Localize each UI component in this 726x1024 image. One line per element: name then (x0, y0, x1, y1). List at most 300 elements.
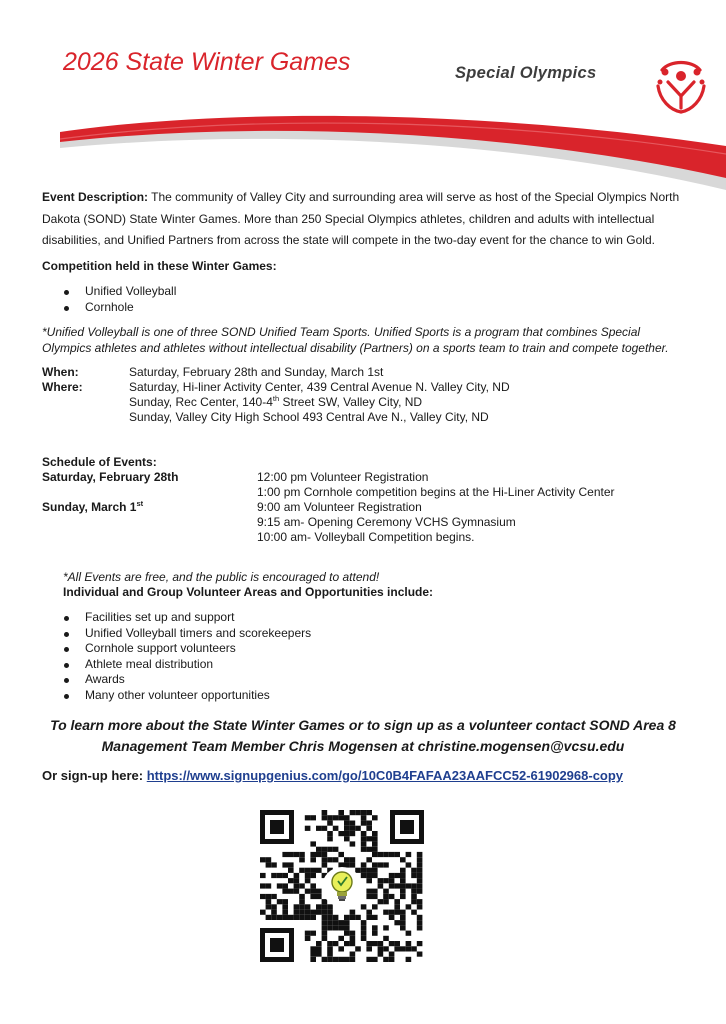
qr-module (344, 826, 350, 831)
qr-module (389, 910, 395, 915)
qr-module (350, 862, 356, 867)
qr-module (266, 899, 272, 904)
qr-module (316, 889, 322, 894)
qr-module (322, 920, 328, 925)
qr-module (372, 931, 378, 936)
schedule-event: 1:00 pm Cornhole competition begins at the Hi-Liner Activity Center (257, 485, 615, 499)
qr-module (350, 936, 356, 941)
qr-module (417, 899, 423, 904)
qr-module (372, 852, 378, 857)
qr-module (338, 852, 344, 857)
qr-module (400, 889, 406, 894)
list-item: Unified Volleyball (62, 284, 176, 300)
qr-module (350, 910, 356, 915)
qr-module (310, 883, 316, 888)
qr-module (327, 915, 333, 920)
qr-module (383, 946, 389, 951)
qr-module (299, 852, 305, 857)
qr-module (417, 915, 423, 920)
qr-module (316, 852, 322, 857)
qr-module (355, 946, 361, 951)
qr-module (305, 915, 311, 920)
qr-module (294, 852, 300, 857)
qr-module (372, 889, 378, 894)
qr-module (389, 915, 395, 920)
qr-module (389, 873, 395, 878)
where-line-1: Saturday, Hi-liner Activity Center, 439 Central Avenue N. Valley City, ND (129, 380, 510, 394)
qr-module (271, 862, 277, 867)
qr-module (316, 894, 322, 899)
contact-line-2: Management Team Member Chris Mogensen at christine.mogensen@vcsu.edu (101, 738, 625, 754)
qr-module (383, 852, 389, 857)
contact-line-1: To learn more about the State Winter Games or to sign up as a volunteer contact SOND Area 8 (50, 717, 676, 733)
qr-module (372, 847, 378, 852)
qr-module (411, 868, 417, 873)
qr-module (361, 815, 367, 820)
qr-module (344, 925, 350, 930)
qr-module (327, 904, 333, 909)
where-line-3: Sunday, Valley City High School 493 Central Ave N., Valley City, ND (129, 410, 489, 424)
qr-module (310, 910, 316, 915)
qr-module (350, 821, 356, 826)
qr-module (417, 920, 423, 925)
qr-module (406, 862, 412, 867)
qr-module (406, 904, 412, 909)
qr-module (361, 831, 367, 836)
qr-module (322, 826, 328, 831)
qr-module (394, 946, 400, 951)
qr-module (411, 899, 417, 904)
schedule-event: 9:00 am Volunteer Registration (257, 500, 422, 514)
qr-module (366, 910, 372, 915)
qr-module (327, 946, 333, 951)
when-value: Saturday, February 28th and Sunday, March 1st (129, 365, 384, 379)
qr-module (372, 957, 378, 962)
qr-module (411, 894, 417, 899)
qr-module (366, 873, 372, 878)
qr-module (344, 862, 350, 867)
where-line-2: Sunday, Rec Center, 140-4th Street SW, Valley City, ND (129, 394, 423, 409)
qr-module (406, 957, 412, 962)
page-title: 2026 State Winter Games (63, 48, 351, 76)
unified-sports-note: *Unified Volleyball is one of three SOND Unified Team Sports. Unified Sports is a program that combines Special Olympics athletes and athletes without intellectual disability (Partners) on a sports team to train and compete together. (42, 325, 669, 355)
qr-module (394, 852, 400, 857)
qr-finder-bottom-left (260, 928, 294, 962)
competition-heading: Competition held in these Winter Games: (42, 259, 277, 273)
qr-module (417, 952, 423, 957)
qr-module (400, 868, 406, 873)
qr-module (260, 857, 266, 862)
qr-module (400, 878, 406, 883)
qr-module (310, 889, 316, 894)
qr-module (282, 910, 288, 915)
qr-module (277, 899, 283, 904)
qr-module (383, 862, 389, 867)
qr-module (366, 946, 372, 951)
contact-callout (30, 715, 696, 757)
qr-module (338, 862, 344, 867)
qr-module (338, 815, 344, 820)
qr-module (305, 868, 311, 873)
qr-module (310, 946, 316, 951)
qr-module (277, 873, 283, 878)
qr-module (366, 894, 372, 899)
qr-module (322, 931, 328, 936)
schedule-event: 12:00 pm Volunteer Registration (257, 470, 429, 484)
qr-module (282, 862, 288, 867)
qr-module (310, 815, 316, 820)
qr-module (394, 910, 400, 915)
qr-module (338, 936, 344, 941)
qr-module (282, 915, 288, 920)
qr-module (294, 915, 300, 920)
qr-module (366, 826, 372, 831)
qr-module (277, 915, 283, 920)
qr-finder-top-right (390, 810, 424, 844)
qr-module (338, 957, 344, 962)
qr-module (361, 931, 367, 936)
qr-module (333, 957, 339, 962)
qr-module (344, 920, 350, 925)
qr-module (327, 920, 333, 925)
qr-module (378, 952, 384, 957)
qr-module (316, 946, 322, 951)
qr-module (322, 810, 328, 815)
qr-module (266, 883, 272, 888)
qr-module (417, 941, 423, 946)
qr-module (372, 941, 378, 946)
qr-module (282, 889, 288, 894)
qr-module (361, 873, 367, 878)
qr-module (394, 873, 400, 878)
lightbulb-icon (322, 867, 362, 907)
qr-module (271, 904, 277, 909)
qr-module (310, 952, 316, 957)
qr-module (400, 946, 406, 951)
qr-module (338, 831, 344, 836)
qr-module (288, 915, 294, 920)
qr-module (327, 941, 333, 946)
qr-module (372, 815, 378, 820)
qr-module (322, 915, 328, 920)
qr-module (294, 910, 300, 915)
qr-module (400, 894, 406, 899)
qr-module (361, 836, 367, 841)
qr-module (327, 836, 333, 841)
qr-module (266, 915, 272, 920)
qr-module (389, 894, 395, 899)
qr-module (417, 878, 423, 883)
qr-module (350, 826, 356, 831)
qr-module (372, 868, 378, 873)
qr-module (366, 857, 372, 862)
qr-module (361, 904, 367, 909)
qr-module (417, 889, 423, 894)
qr-module (282, 873, 288, 878)
qr-module (282, 883, 288, 888)
qr-module (288, 868, 294, 873)
qr-module (310, 868, 316, 873)
signup-link[interactable]: https://www.signupgenius.com/go/10C0B4FAFAA23AAFCC52-61902968-copy (146, 768, 624, 783)
qr-module (327, 847, 333, 852)
signup-row (42, 768, 623, 783)
qr-module (406, 883, 412, 888)
qr-module (361, 868, 367, 873)
qr-module (344, 915, 350, 920)
qr-module (378, 852, 384, 857)
qr-module (361, 920, 367, 925)
qr-module (310, 857, 316, 862)
qr-module (327, 821, 333, 826)
qr-module (288, 852, 294, 857)
qr-module (417, 862, 423, 867)
qr-module (366, 889, 372, 894)
signup-qr-code[interactable] (258, 808, 426, 964)
qr-module (400, 915, 406, 920)
qr-module (350, 810, 356, 815)
qr-module (361, 841, 367, 846)
list-item: Many other volunteer opportunities (62, 688, 311, 704)
qr-module (322, 847, 328, 852)
qr-module (266, 904, 272, 909)
qr-module (400, 925, 406, 930)
qr-module (361, 862, 367, 867)
volunteer-heading: Individual and Group Volunteer Areas and Opportunities include: (63, 585, 434, 599)
qr-module (310, 841, 316, 846)
qr-module (294, 904, 300, 909)
qr-module (266, 857, 272, 862)
qr-module (299, 883, 305, 888)
qr-module (372, 873, 378, 878)
qr-module (322, 862, 328, 867)
list-item: Cornhole support volunteers (62, 641, 311, 657)
qr-module (338, 920, 344, 925)
qr-module (366, 915, 372, 920)
qr-module (294, 873, 300, 878)
qr-module (322, 925, 328, 930)
qr-module (355, 810, 361, 815)
qr-module (417, 925, 423, 930)
event-description (42, 187, 682, 252)
qr-module (271, 873, 277, 878)
qr-module (350, 831, 356, 836)
qr-module (294, 883, 300, 888)
qr-module (327, 815, 333, 820)
qr-module (378, 941, 384, 946)
qr-module (327, 910, 333, 915)
qr-module (288, 878, 294, 883)
special-olympics-wordmark: Special Olympics (455, 64, 597, 82)
qr-finder-top-left (260, 810, 294, 844)
qr-module (394, 904, 400, 909)
qr-module (316, 941, 322, 946)
qr-module (322, 936, 328, 941)
qr-module (400, 873, 406, 878)
event-description-label: Event Description: (42, 190, 149, 204)
qr-module (394, 899, 400, 904)
qr-module (305, 878, 311, 883)
qr-module (389, 941, 395, 946)
qr-module (338, 925, 344, 930)
qr-module (383, 957, 389, 962)
qr-module (305, 910, 311, 915)
list-item: Facilities set up and support (62, 610, 311, 626)
qr-module (372, 904, 378, 909)
qr-module (383, 936, 389, 941)
qr-module (271, 910, 277, 915)
qr-module (372, 831, 378, 836)
saturday-label: Saturday, February 28th (42, 470, 179, 484)
qr-module (333, 941, 339, 946)
qr-module (417, 852, 423, 857)
qr-module (333, 857, 339, 862)
qr-module (350, 931, 356, 936)
qr-module (333, 826, 339, 831)
qr-module (417, 857, 423, 862)
qr-module (400, 920, 406, 925)
qr-module (366, 847, 372, 852)
list-item: Unified Volleyball timers and scorekeepers (62, 626, 311, 642)
event-description-text: The community of Valley City and surrounding area will serve as host of the Special Olympics North Dakota (SOND) State Winter Games. More than 250 Special Olympics athletes, children and adults with intellectual disabilities, and Unified Partners from across the state will compete in the two-day event for the chance to win Gold. (42, 190, 680, 247)
qr-module (366, 868, 372, 873)
qr-module (344, 857, 350, 862)
qr-module (333, 815, 339, 820)
qr-module (282, 899, 288, 904)
qr-module (372, 836, 378, 841)
signup-label: Or sign-up here: (42, 768, 147, 783)
qr-module (378, 883, 384, 888)
qr-module (260, 873, 266, 878)
qr-module (333, 920, 339, 925)
qr-module (350, 841, 356, 846)
qr-module (350, 941, 356, 946)
qr-module (299, 915, 305, 920)
qr-module (383, 894, 389, 899)
qr-module (294, 889, 300, 894)
qr-module (299, 894, 305, 899)
qr-module (389, 883, 395, 888)
qr-module (310, 894, 316, 899)
qr-module (322, 815, 328, 820)
volunteer-list (62, 610, 311, 704)
qr-module (344, 815, 350, 820)
qr-module (260, 883, 266, 888)
qr-module (417, 873, 423, 878)
qr-module (327, 952, 333, 957)
free-events-note: *All Events are free, and the public is encouraged to attend! (63, 570, 380, 584)
qr-module (305, 815, 311, 820)
qr-module (316, 868, 322, 873)
qr-module (344, 821, 350, 826)
qr-module (322, 899, 328, 904)
qr-module (406, 941, 412, 946)
where-label: Where: (42, 380, 83, 394)
qr-module (333, 925, 339, 930)
qr-module (389, 852, 395, 857)
qr-module (299, 899, 305, 904)
header-swoosh (0, 108, 726, 198)
qr-module (411, 889, 417, 894)
qr-module (288, 862, 294, 867)
qr-module (344, 957, 350, 962)
qr-module (327, 857, 333, 862)
qr-module (355, 826, 361, 831)
qr-module (417, 904, 423, 909)
qr-module (316, 826, 322, 831)
qr-module (406, 946, 412, 951)
qr-module (366, 821, 372, 826)
qr-module (372, 915, 378, 920)
qr-module (338, 810, 344, 815)
qr-module (271, 915, 277, 920)
qr-module (338, 946, 344, 951)
qr-module (372, 841, 378, 846)
qr-module (322, 857, 328, 862)
qr-module (322, 852, 328, 857)
qr-module (383, 878, 389, 883)
qr-module (366, 957, 372, 962)
qr-module (299, 910, 305, 915)
qr-module (266, 894, 272, 899)
qr-module (378, 946, 384, 951)
qr-module (310, 852, 316, 857)
qr-module (350, 952, 356, 957)
qr-module (361, 847, 367, 852)
qr-module (260, 894, 266, 899)
qr-module (305, 931, 311, 936)
qr-module (305, 904, 311, 909)
qr-module (299, 904, 305, 909)
sunday-label: Sunday, March 1st (42, 499, 144, 514)
qr-module (406, 852, 412, 857)
qr-module (294, 878, 300, 883)
qr-module (266, 862, 272, 867)
qr-module (355, 868, 361, 873)
qr-module (366, 810, 372, 815)
qr-module (411, 910, 417, 915)
qr-module (361, 821, 367, 826)
qr-module (366, 878, 372, 883)
qr-module (271, 894, 277, 899)
schedule-event: 10:00 am- Volleyball Competition begins. (257, 530, 475, 544)
qr-module (344, 931, 350, 936)
qr-module (299, 868, 305, 873)
qr-module (383, 925, 389, 930)
list-item: Awards (62, 672, 311, 688)
qr-module (322, 904, 328, 909)
qr-module (316, 904, 322, 909)
qr-module (383, 889, 389, 894)
qr-module (372, 862, 378, 867)
qr-module (322, 957, 328, 962)
qr-module (327, 957, 333, 962)
qr-module (417, 883, 423, 888)
qr-module (350, 857, 356, 862)
qr-module (333, 847, 339, 852)
qr-module (411, 946, 417, 951)
qr-module (378, 862, 384, 867)
qr-module (350, 915, 356, 920)
qr-module (316, 952, 322, 957)
qr-module (316, 847, 322, 852)
qr-module (316, 910, 322, 915)
qr-module (344, 941, 350, 946)
qr-module (378, 899, 384, 904)
qr-module (406, 931, 412, 936)
competition-list (62, 284, 176, 315)
qr-module (411, 883, 417, 888)
qr-module (400, 910, 406, 915)
